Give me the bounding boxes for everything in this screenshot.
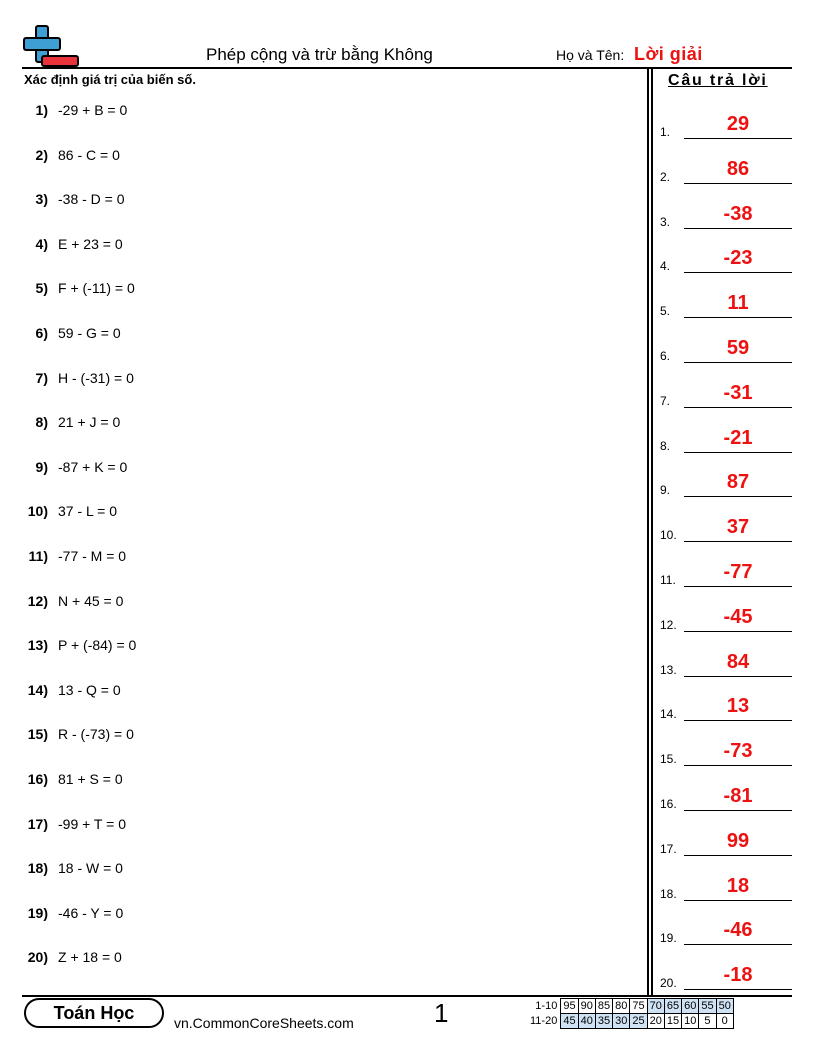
answer-number: 3. [660, 214, 671, 229]
problem-equation: Z + 18 = 0 [58, 949, 122, 966]
problem-number: 8) [35, 414, 48, 431]
score-cell: 5 [699, 1014, 716, 1029]
problem-equation: -29 + B = 0 [58, 102, 128, 118]
problem-equation: 59 - G = 0 [58, 325, 121, 341]
problem-equation: R - (-73) = 0 [58, 726, 134, 743]
page-number: 1 [434, 998, 449, 1028]
answer-blank-line [684, 452, 792, 453]
problem-number: 11) [28, 548, 48, 564]
answer-number: 4. [660, 259, 671, 274]
name-label: Họ và Tên: [556, 47, 625, 63]
answer-number: 11. [660, 573, 676, 587]
answer-number: 6. [660, 349, 671, 363]
problem-item [18, 682, 121, 698]
problem-equation: 86 - C = 0 [58, 146, 120, 163]
answer-blank-line [684, 317, 792, 318]
answer-blank-line [684, 855, 792, 856]
answer-blank-line [684, 586, 792, 587]
problem-number: 14) [27, 681, 48, 698]
score-row [528, 999, 733, 1014]
answer-blank-line [684, 407, 792, 408]
problem-item [18, 236, 123, 252]
answer-value: 87 [726, 471, 750, 494]
score-cell: 45 [561, 1014, 578, 1029]
answer-value: 59 [726, 337, 750, 359]
answer-blank-line [684, 900, 792, 901]
answer-blank-line [684, 228, 792, 229]
answer-number: 15. [660, 752, 677, 767]
answer-number: 12. [660, 617, 677, 632]
score-cell: 55 [699, 999, 716, 1014]
problem-item [18, 414, 120, 430]
problem-equation: -46 - Y = 0 [58, 904, 124, 921]
answer-blank-line [684, 541, 792, 542]
answer-blank-line [684, 676, 792, 677]
problem-number: 1) [35, 102, 48, 118]
footer-rule [22, 995, 792, 997]
problem-number: 18) [27, 860, 48, 877]
answer-number: 19. [660, 931, 677, 946]
problem-number: 2) [35, 146, 48, 163]
problem-equation: F + (-11) = 0 [58, 280, 135, 297]
problem-number: 9) [35, 458, 48, 475]
problem-number: 15) [27, 726, 48, 743]
answer-value: -45 [723, 605, 753, 628]
problem-equation: -87 + K = 0 [58, 458, 128, 475]
answer-number: 2. [660, 169, 671, 184]
brand-badge: Toán Học [24, 998, 164, 1028]
answer-value: -38 [723, 202, 753, 225]
problem-number: 6) [35, 325, 48, 341]
score-cell: 0 [716, 1014, 733, 1029]
problem-number: 13) [27, 637, 48, 654]
answer-value: -77 [723, 561, 753, 583]
answer-number: 8. [660, 438, 671, 453]
score-row-label: 1-10 [535, 1000, 558, 1012]
problem-item [18, 548, 126, 564]
problem-equation: N + 45 = 0 [58, 592, 124, 609]
score-cell: 85 [595, 999, 612, 1014]
score-cell: 10 [682, 1014, 699, 1029]
problem-number: 12) [27, 592, 48, 609]
problem-item [18, 593, 123, 609]
score-row [528, 1014, 733, 1029]
answer-blank-line [684, 989, 792, 990]
problem-equation: -77 - M = 0 [58, 548, 127, 564]
answer-value: -46 [723, 919, 753, 942]
problem-number: 5) [35, 280, 48, 297]
score-cell: 60 [682, 999, 699, 1014]
problem-item [18, 147, 120, 163]
problem-number: 19) [27, 904, 48, 921]
answer-value: -21 [723, 426, 753, 449]
answer-blank-line [684, 720, 792, 721]
problem-number: 4) [35, 235, 48, 252]
score-cell: 20 [647, 1014, 664, 1029]
problem-item [18, 949, 122, 965]
problem-item [18, 503, 117, 519]
answer-value: 99 [726, 829, 750, 852]
problem-item [18, 816, 126, 832]
site-url: vn.CommonCoreSheets.com [174, 1015, 354, 1031]
problem-equation: 13 - Q = 0 [58, 681, 121, 698]
score-row-label: 11-20 [530, 1015, 558, 1027]
answer-blank-line [684, 810, 792, 811]
answer-value: -23 [723, 247, 753, 270]
score-cell: 70 [647, 999, 664, 1014]
answer-value: 13 [726, 695, 750, 718]
problem-number: 20) [27, 949, 48, 966]
score-cell: 95 [561, 999, 578, 1014]
answer-value: 29 [726, 113, 750, 135]
answer-value: 11 [727, 292, 749, 315]
score-cell: 80 [613, 999, 630, 1014]
problem-item [18, 771, 123, 787]
problem-number: 10) [27, 503, 48, 520]
problem-item [18, 726, 134, 742]
answer-blank-line [684, 631, 792, 632]
answer-number: 7. [660, 393, 671, 408]
problem-number: 17) [27, 815, 48, 832]
problem-equation: 81 + S = 0 [58, 771, 123, 787]
score-table [528, 998, 734, 1029]
problem-item [18, 637, 136, 653]
problem-item [18, 905, 123, 921]
answer-value: -31 [723, 381, 753, 404]
problem-item [18, 860, 123, 876]
answer-number: 1. [660, 125, 671, 139]
problem-number: 16) [27, 771, 48, 787]
answer-value: -18 [723, 964, 753, 987]
plus-minus-logo-icon [22, 24, 80, 68]
problem-item [18, 280, 135, 296]
answer-number: 13. [660, 662, 677, 677]
answer-number: 18. [660, 886, 677, 901]
answer-value: 37 [726, 516, 750, 539]
answer-number: 5. [660, 304, 671, 319]
problem-item [18, 325, 121, 341]
problem-item [18, 459, 127, 475]
instructions: Xác định giá trị của biến số. [24, 72, 196, 87]
answer-value: -73 [723, 740, 753, 763]
score-cell: 35 [595, 1014, 612, 1029]
answer-column-divider-inner [651, 68, 653, 995]
answer-number: 14. [660, 707, 677, 722]
answer-value: 86 [726, 157, 750, 180]
name-value: Lời giải [634, 44, 703, 64]
answer-blank-line [684, 944, 792, 945]
problem-equation: 18 - W = 0 [58, 860, 123, 877]
score-cell: 30 [613, 1014, 630, 1029]
problem-equation: -38 - D = 0 [58, 191, 125, 208]
score-cell: 40 [578, 1014, 595, 1029]
answer-number: 10. [660, 528, 677, 543]
problem-equation: 37 - L = 0 [58, 503, 118, 520]
answer-blank-line [684, 138, 792, 139]
answer-header: Câu trả lời [668, 72, 768, 89]
answer-number: 20. [660, 976, 677, 991]
answer-blank-line [684, 496, 792, 497]
score-cell: 90 [578, 999, 595, 1014]
answer-number: 16. [660, 797, 677, 811]
answer-value: -81 [723, 785, 753, 807]
problem-equation: H - (-31) = 0 [58, 369, 134, 386]
problem-equation: P + (-84) = 0 [58, 637, 137, 654]
worksheet-title: Phép cộng và trừ bằng Không [206, 45, 433, 64]
answer-number: 17. [660, 841, 677, 856]
answer-number: 9. [660, 483, 671, 498]
answer-blank-line [684, 362, 792, 363]
answer-value: 84 [726, 650, 750, 673]
problem-equation: 21 + J = 0 [58, 414, 121, 431]
answer-blank-line [684, 765, 792, 766]
score-cell: 15 [664, 1014, 681, 1029]
problem-equation: E + 23 = 0 [58, 235, 123, 252]
problem-number: 7) [35, 369, 48, 386]
problem-item [18, 102, 127, 118]
problem-item [18, 370, 134, 386]
score-cell: 75 [630, 999, 647, 1014]
score-cell: 25 [630, 1014, 647, 1029]
answer-blank-line [684, 183, 792, 184]
answer-column-divider [647, 68, 649, 995]
score-cell: 65 [664, 999, 681, 1014]
problem-item [18, 191, 125, 207]
answer-value: 18 [726, 874, 750, 897]
problem-equation: -99 + T = 0 [58, 815, 126, 832]
header-rule [22, 67, 792, 69]
problem-number: 3) [35, 191, 48, 208]
score-cell: 50 [716, 999, 733, 1014]
answer-blank-line [684, 272, 792, 273]
